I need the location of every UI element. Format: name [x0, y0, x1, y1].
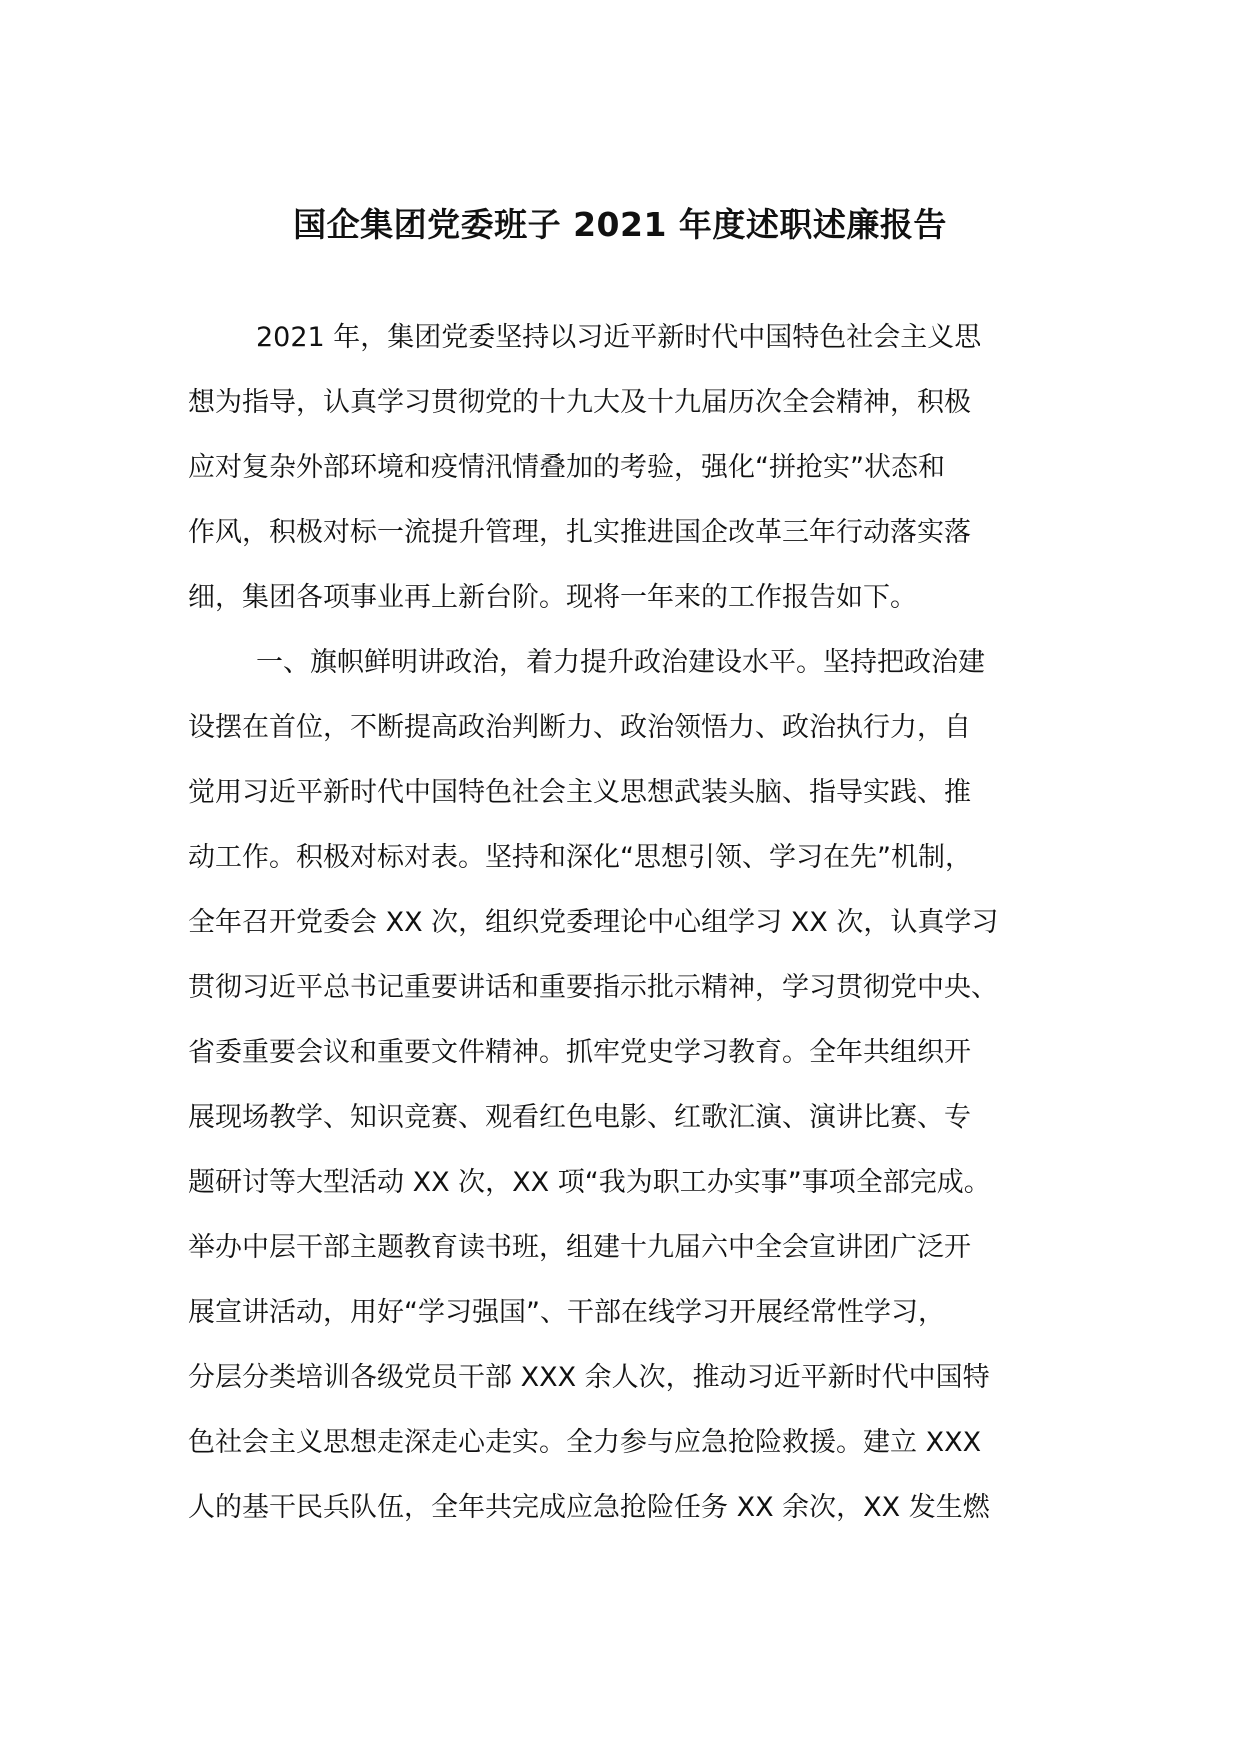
- paragraph-intro: [188, 305, 1068, 630]
- paragraph-line: 分层分类培训各级党员干部 XXX 余人次，推动习近平新时代中国特: [188, 1362, 990, 1393]
- paragraph-line: 人的基干民兵队伍，全年共完成应急抢险任务 XX 余次，XX 发生燃: [188, 1492, 990, 1523]
- paragraph-line: 2021 年，集团党委坚持以习近平新时代中国特色社会主义思: [256, 322, 982, 353]
- paragraph-line: 省委重要会议和重要文件精神。抓牢党史学习教育。全年共组织开: [188, 1037, 971, 1068]
- paragraph-line: 一、旗帜鲜明讲政治，着力提升政治建设水平。坚持把政治建: [256, 647, 985, 678]
- paragraph-line: 展现场教学、知识竞赛、观看红色电影、红歌汇演、演讲比赛、专: [188, 1102, 971, 1133]
- paragraph-line: 题研讨等大型活动 XX 次，XX 项“我为职工办实事”事项全部完成。: [188, 1167, 991, 1198]
- paragraph-line: 细，集团各项事业再上新台阶。现将一年来的工作报告如下。: [188, 582, 917, 613]
- paragraph-line: 动工作。积极对标对表。坚持和深化“思想引领、学习在先”机制，: [188, 842, 972, 873]
- paragraph-line: 作风，积极对标一流提升管理，扎实推进国企改革三年行动落实落: [188, 517, 971, 548]
- paragraph-line: 想为指导，认真学习贯彻党的十九大及十九届历次全会精神，积极: [188, 387, 971, 418]
- paragraph-line: 应对复杂外部环境和疫情汛情叠加的考验，强化“拼抢实”状态和: [188, 452, 945, 483]
- paragraph-line: 举办中层干部主题教育读书班，组建十九届六中全会宣讲团广泛开: [188, 1232, 971, 1263]
- document-body: [188, 305, 1068, 1540]
- document-title: 国企集团党委班子 2021 年度述职述廉报告: [293, 205, 947, 244]
- paragraph-line: 展宣讲活动，用好“学习强国”、干部在线学习开展经常性学习，: [188, 1297, 945, 1328]
- paragraph-section-one: [188, 630, 1068, 1540]
- paragraph-line: 色社会主义思想走深走心走实。全力参与应急抢险救援。建立 XXX: [188, 1427, 982, 1458]
- paragraph-line: 贯彻习近平总书记重要讲话和重要指示批示精神，学习贯彻党中央、: [188, 972, 998, 1003]
- paragraph-line: 全年召开党委会 XX 次，组织党委理论中心组学习 XX 次，认真学习: [188, 907, 999, 938]
- paragraph-line: 设摆在首位，不断提高政治判断力、政治领悟力、政治执行力，自: [188, 712, 971, 743]
- paragraph-line: 觉用习近平新时代中国特色社会主义思想武装头脑、指导实践、推: [188, 777, 971, 808]
